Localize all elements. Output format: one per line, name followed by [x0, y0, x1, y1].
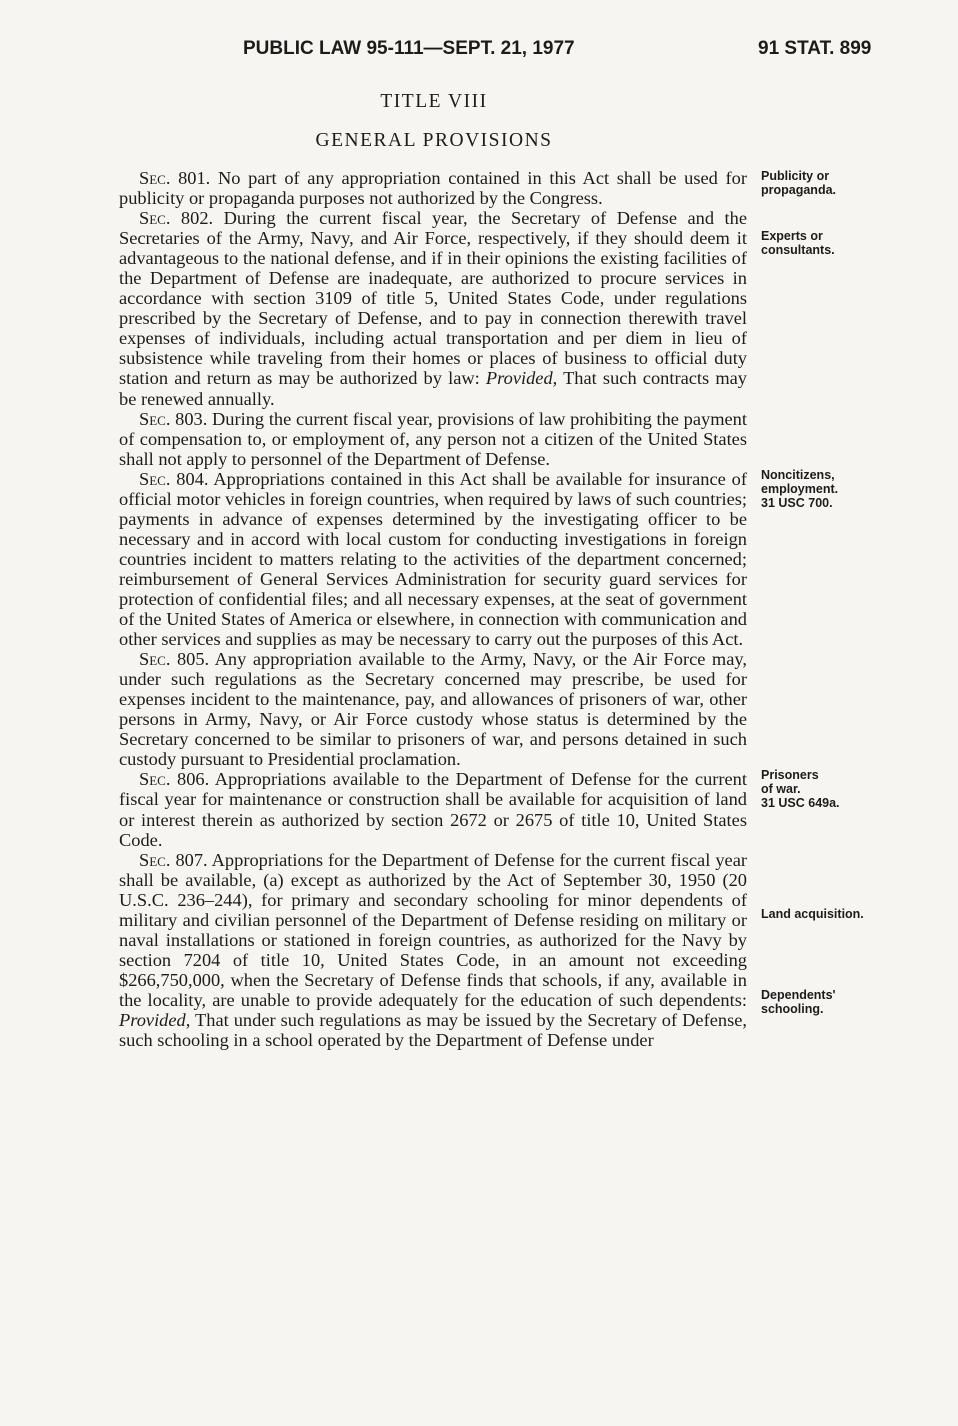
section-number: 802. — [170, 208, 224, 229]
section-text: Appropriations available to the Department of Defense for the current fiscal year for maintenance or construction shall be available for acquisition of land or interest therein as authorized by section 2672 or 2675 of title 10, United States Code. — [119, 769, 747, 850]
margin-note-noncitizens — [761, 468, 951, 510]
margin-note-line: 31 USC 700. — [761, 496, 833, 510]
section-802 — [119, 208, 747, 408]
section-number: 803. — [170, 408, 213, 429]
section-number: 801. — [170, 168, 218, 188]
margin-note-line: Dependents' — [761, 988, 836, 1002]
section-label: Sec. — [139, 769, 171, 790]
statute-body — [119, 168, 747, 1050]
margin-note-line: 31 USC 649a. — [761, 796, 840, 810]
margin-note-line: consultants. — [761, 243, 835, 257]
section-label: Sec. — [139, 649, 171, 670]
running-header-law: PUBLIC LAW 95-111—SEPT. 21, 1977 — [243, 38, 575, 59]
section-label: Sec. — [139, 408, 171, 429]
section-804 — [119, 469, 747, 649]
section-text: During the current fiscal year, provisions of law prohibiting the payment of compensation to, or employment of, any person not a citizen of the United States shall not apply to personnel of the Department of Defense. — [119, 408, 747, 469]
section-label: Sec. — [139, 208, 171, 229]
section-805 — [119, 649, 747, 769]
section-text-cont: , That under such regulations as may be issued by the Secretary of Defense, such schooling in a school operated by the Department of Defense under — [119, 1009, 747, 1051]
running-header-stat-page: 91 STAT. 899 — [758, 38, 872, 59]
section-italic: Provided — [119, 1009, 186, 1030]
margin-note-line: schooling. — [761, 1002, 824, 1016]
section-label: Sec. — [139, 168, 171, 188]
margin-note-line: of war. — [761, 782, 801, 796]
section-807 — [119, 850, 747, 1050]
section-text-cont: , That such contracts may be renewed annually. — [119, 368, 748, 409]
margin-note-line: Experts or — [761, 229, 823, 243]
title-heading: GENERAL PROVISIONS — [315, 130, 553, 151]
margin-note-line: propaganda. — [761, 183, 837, 197]
section-number: 806. — [170, 769, 215, 790]
margin-note-dependents — [761, 988, 951, 1016]
section-label: Sec. — [139, 468, 171, 489]
margin-note-land — [761, 907, 951, 921]
section-803 — [119, 409, 747, 469]
section-text: Any appropriation available to the Army, Navy, or the Air Force may, under such regulations as the Secretary concerned may prescribe, be used for expenses incident to the maintenance, pay, and allowances of prisoners of war, other persons in Army, Navy, or Air Force custody whose status is determined by the Secretary concerned to be similar to prisoners of war, and persons detained in such custody pursuant to Presidential proclamation. — [119, 649, 748, 770]
section-text: Appropriations for the Department of Defense for the current fiscal year shall be available, (a) except as authorized by the Act of September 30, 1950 (20 U.S.C. 236–244), for primary and secondary schooling for minor dependents of military and civilian personnel of the Department of Defense residing on military or naval installations or stationed in foreign countries, as authorized for the Navy by section 7204 of title 10, United States Code, in an amount not exceeding $266,750,000, when the Secretary of Defense finds that schools, if any, available in the locality, are unable to provide adequately for the education of such dependents: — [119, 849, 747, 1010]
section-number: 804. — [170, 468, 214, 489]
margin-note-line: employment. — [761, 482, 839, 496]
section-text: During the current fiscal year, the Secretary of Defense and the Secretaries of the Army, Navy, and Air Force, respectively, if they should deem it advantageous to the national defense, and if in their opinions the existing facilities of the Department of Defense are inadequate, are authorized to procure services in accordance with section 3109 of title 5, United States Code, under regulations prescribed by the Secretary of Defense, and to pay in connection therewith travel expenses of individuals, including actual transportation and per diem in lieu of subsistence while traveling from their homes or places of business to official duty station and return as may be authorized by law: — [119, 208, 747, 389]
margin-note-prisoners — [761, 768, 951, 810]
section-number: 805. — [170, 649, 215, 670]
section-italic: Provided — [485, 368, 553, 389]
margin-note-publicity — [761, 169, 951, 197]
margin-note-experts — [761, 229, 951, 257]
margin-note-line: Prisoners — [761, 768, 819, 782]
margin-note-line: Publicity or — [761, 169, 830, 183]
margin-note-line: Noncitizens, — [761, 468, 835, 482]
section-number: 807. — [170, 849, 212, 870]
section-text: Appropriations contained in this Act shall be available for insurance of official motor vehicles in foreign countries, when required by laws of such countries; payments in advance of expenses determined by the investigating officer to be necessary and in accord with local custom for conducting investigations in foreign countries incident to matters relating to the activities of the department concerned; reimbursement of General Services Administration for security guard services for protection of confidential files; and all necessary expenses, at the seat of government of the United States of America or elsewhere, in connection with communication and other services and supplies as may be necessary to carry out the purposes of this Act. — [119, 468, 747, 650]
section-text: No part of any appropriation contained in this Act shall be used for publicity or propaganda purposes not authorized by the Congress. — [119, 168, 747, 209]
section-806 — [119, 769, 747, 849]
margin-note-line: Land acquisition. — [761, 907, 864, 921]
title-number: TITLE VIII — [380, 91, 488, 112]
section-801 — [119, 168, 747, 208]
section-label: Sec. — [139, 849, 171, 870]
